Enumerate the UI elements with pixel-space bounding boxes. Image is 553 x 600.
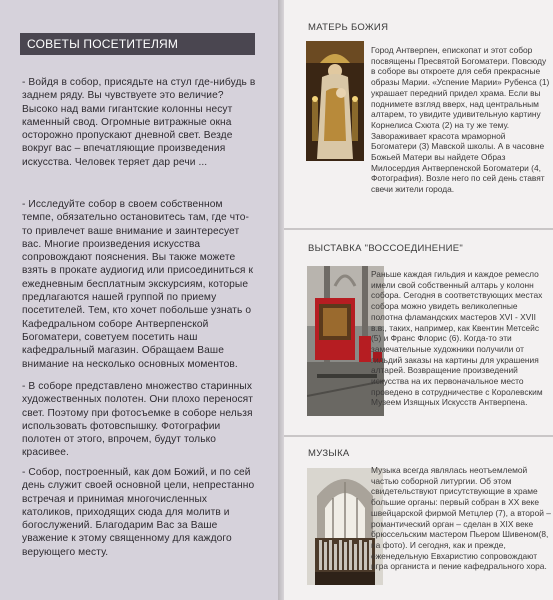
section-divider	[284, 228, 553, 230]
section-text-exhibition: Раньше каждая гильдия и каждое ремесло имели свой собственный алтарь у колонн собора. Сегодня в соответствующих местах собора можно увидеть великолепные полотна фламандских мастеров XVI - XVII в.в., таких, например, как Квентин Метсейс (5) и Франс Флорис (6). Когда-то эти замечательные художники получили от гильдий заказы на картины для украшения алтарей. Возвращение произведений искусства на их первоначальное место проведено в сотрудничестве с Королевским Музеем Изящных Искусств Антверпена.	[371, 269, 543, 408]
tip-paragraph-explore: - Исследуйте собор в своем собственном темпе, обязательно остановитесь там, где что-то привлечет ваше внимание и заинтересует вас. Многие произведения искусства сопровождают пояснения. Вы также можете взять в прокате аудиогид или присоединиться к ежедневным бесплатным экскурсиям, которые предлагаются нашей группой по приему посетителей. Тем, кто хочет побольше узнать о Кафедральном соборе Антверпенской Богоматери, советуем посетить наш кафедральный магазин. Обращаем Ваше внимание на несколько основных моментов.	[22, 199, 254, 370]
tip-paragraph-respect: - Собор, построенный, как дом Божий, и по сей день служит своей основной цели, непрестанно встречая и принимая многочисленных католиков, приходящих сюда для молитв и богослужений. Благодарим Вас за Ваше уважение к этому священному для каждого верующего месту.	[22, 467, 255, 558]
madonna-statue-image	[306, 41, 364, 161]
section-divider	[284, 435, 553, 437]
section-text-madonna: Город Антверпен, епископат и этот собор посвящены Пресвятой Богоматери. Повсюду в соборе вы откроете для себя прекрасные образы Марии. «Успение Марии» Рубенса (1) украшает передний придел храма. Если вы поднимете взгляд вверх, над центральным алтарем, то увидите удивительную картину Корнелиса Схюта (2) на ту же тему. Завораживает красота мраморной Богоматери (3) Мавской школы. А в часовне Божьей Матери вы найдете Образ Милосердия Антверпенской Богоматери (4, Фотография). Возле него по сей день ставят свечи жители города.	[371, 45, 550, 195]
visitor-tips-title: СОВЕТЫ ПОСЕТИТЕЛЯМ	[20, 33, 255, 55]
section-text-music: Музыка всегда являлась неотъемлемой частью соборной литургии. Об этом свидетельствуют присутствующие в храме большие органы: первый собран в XX веке швейцарской фирмой Метцлер (7), а второй – романтический орган – сделан в XIX веке брюссельским мастером Пьером Шивеном(8, на фото). И сегодня, как и прежде, еженедельную Евхаристию сопровождают игра органиста и пение кафедрального хора.	[371, 465, 551, 572]
section-heading-madonna: МАТЕРЬ БОЖИЯ	[308, 22, 389, 33]
section-heading-music: МУЗЫКА	[308, 448, 350, 459]
tip-paragraph-sit: - Войдя в собор, присядьте на стул где-нибудь в заднем ряду. Вы чувствуете это величие? Высоко над вами гигантские колонны несут каменный свод. Огромные витражные окна осторожно пропускают дневной свет. Везде вокруг вас – впечатляющие произведения искусства. Человек теряет дар речи ...	[22, 77, 256, 168]
section-heading-exhibition: ВЫСТАВКА "ВОССОЕДИНЕНИЕ"	[308, 243, 464, 254]
tip-paragraph-photography: - В соборе представлено множество старинных художественных полотен. Они плохо переносят свет. Поэтому при фотосъемке в соборе нельзя использовать фотовспышку. Фотографии полотен от этого, впрочем, будут только красивее.	[22, 381, 254, 459]
